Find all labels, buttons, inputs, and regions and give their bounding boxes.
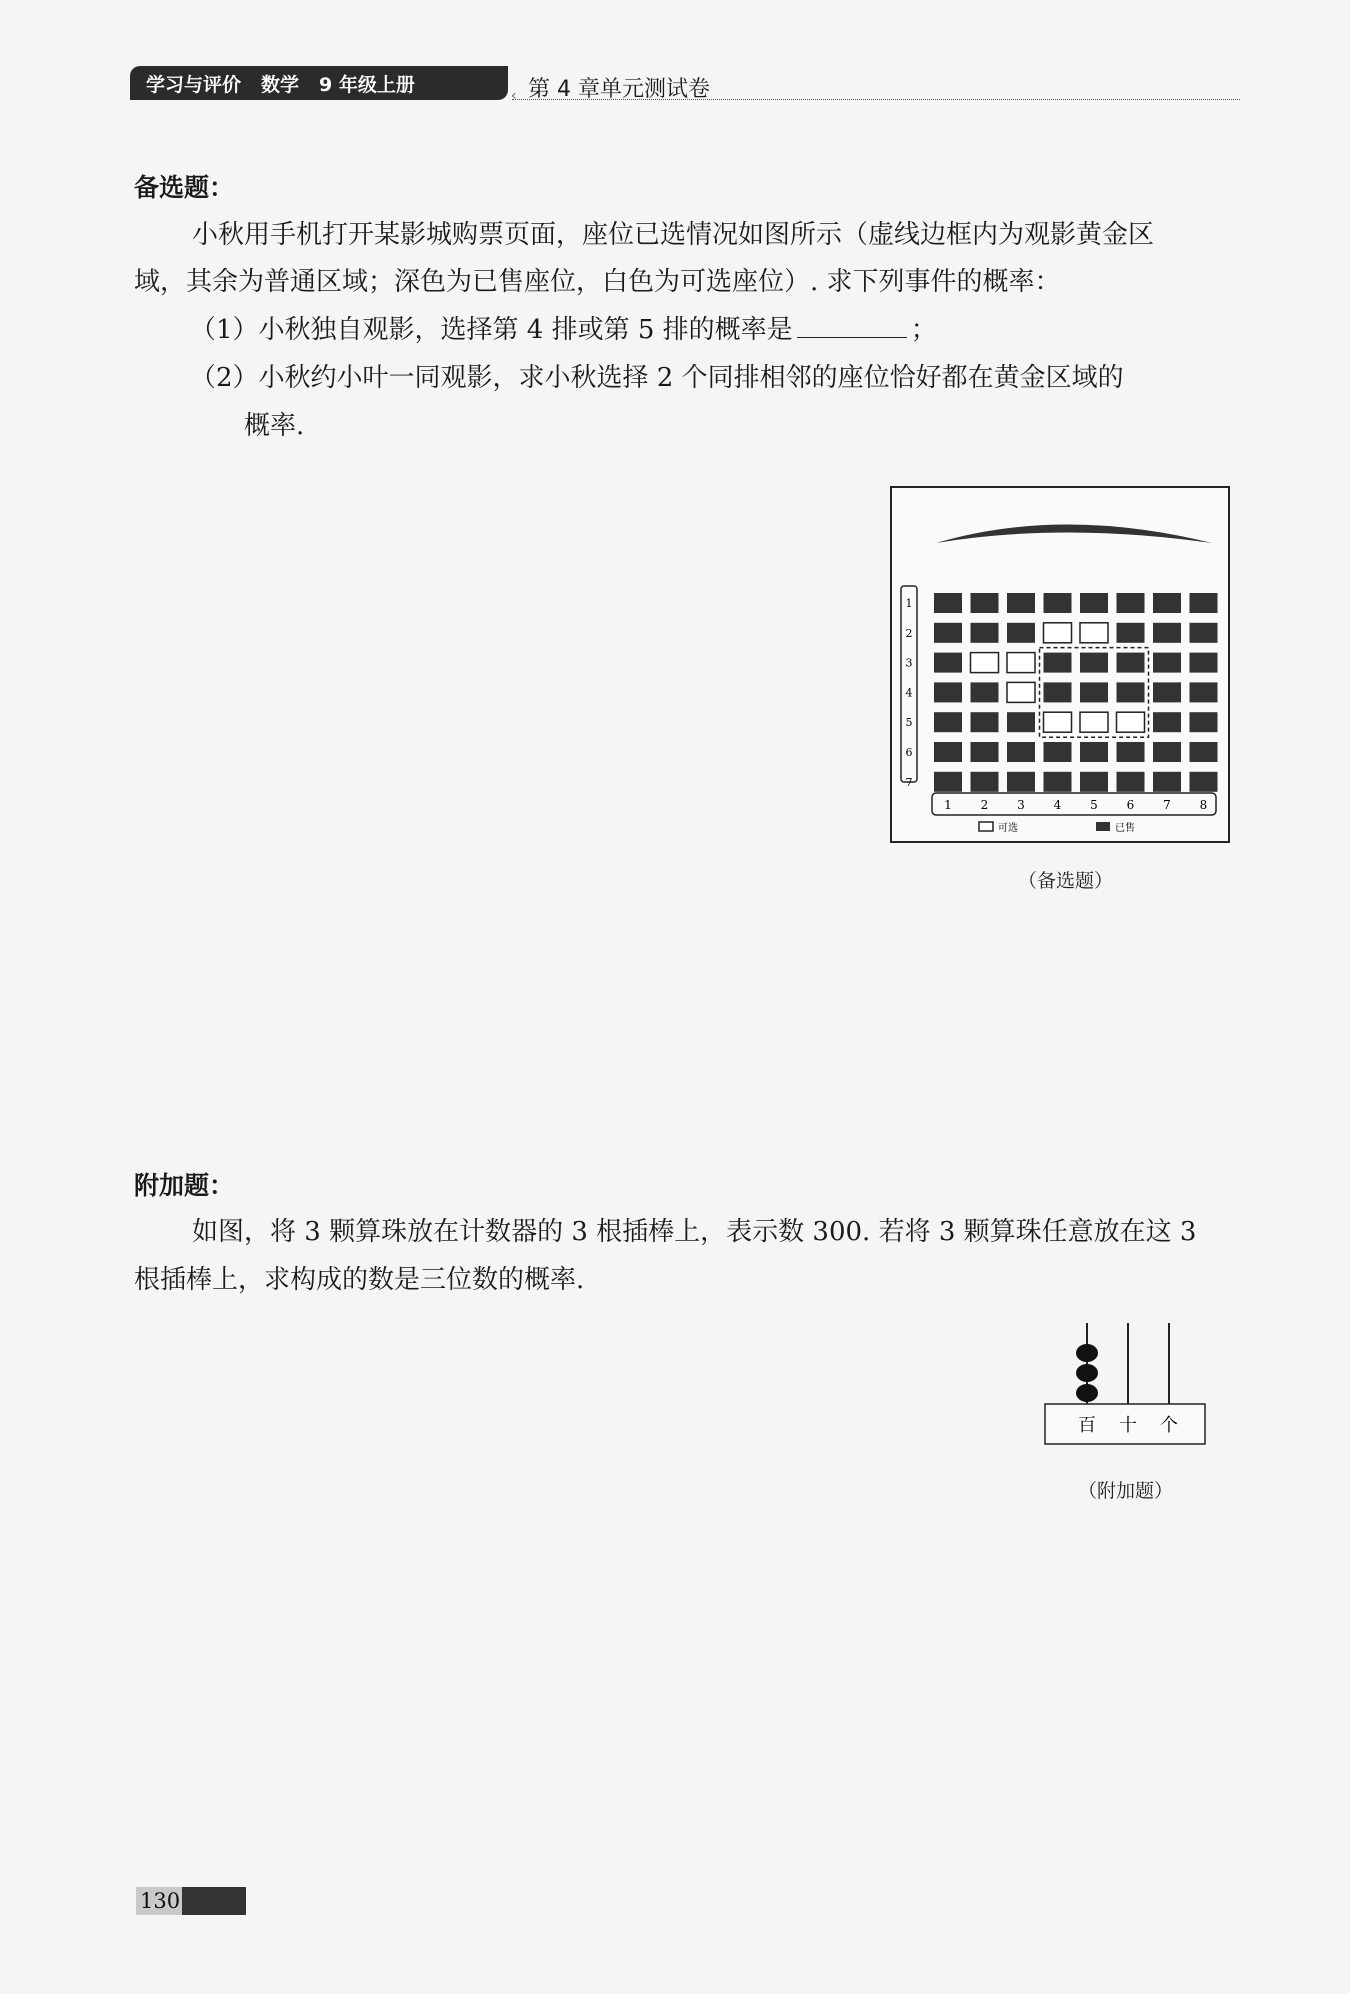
row-label: 3 xyxy=(905,656,913,670)
seat-sold xyxy=(1190,593,1218,613)
row-label: 2 xyxy=(905,626,913,640)
seat-sold xyxy=(1190,653,1218,673)
extra-problem-title: 附加题： xyxy=(134,1171,235,1200)
alt-question-2-line2: 概率. xyxy=(244,411,305,441)
legend-available-label: 可选 xyxy=(998,823,1018,834)
book-badge xyxy=(130,66,508,100)
row-label: 4 xyxy=(905,686,913,700)
seat-available[interactable] xyxy=(1044,623,1072,643)
seat-figure-caption: （备选题） xyxy=(1018,870,1114,892)
screen-icon xyxy=(936,525,1212,544)
col-label: 8 xyxy=(1199,798,1208,812)
seat-chart-figure xyxy=(890,486,1230,843)
alt-problem-title: 备选题： xyxy=(134,173,235,202)
seat-sold xyxy=(934,623,962,643)
col-label: 1 xyxy=(944,798,952,812)
col-label: 4 xyxy=(1053,798,1062,812)
legend-sold-swatch xyxy=(1096,822,1110,831)
seat-sold xyxy=(934,712,962,732)
legend-available-swatch xyxy=(979,822,993,831)
col-label: 5 xyxy=(1090,798,1098,812)
seat-sold xyxy=(1044,593,1072,613)
seat-sold xyxy=(1153,712,1181,732)
seat-sold xyxy=(1153,623,1181,643)
row-label: 1 xyxy=(905,597,913,610)
seat-sold xyxy=(971,682,999,702)
seat-available[interactable] xyxy=(1080,623,1108,643)
header-arrow-icon: ‹ xyxy=(511,88,517,104)
seat-available[interactable] xyxy=(1044,712,1072,732)
alt-intro-line2: 域，其余为普通区域；深色为已售座位，白色为可选座位）. 求下列事件的概率： xyxy=(134,267,1061,297)
abacus-figure-caption: （附加题） xyxy=(1078,1480,1174,1502)
col-label: 2 xyxy=(980,798,989,812)
col-label-box xyxy=(932,793,1216,815)
row-label: 7 xyxy=(905,775,913,789)
abacus-figure xyxy=(1040,1320,1210,1450)
abacus-bead xyxy=(1076,1384,1098,1402)
seat-sold xyxy=(934,653,962,673)
seat-sold xyxy=(1007,772,1035,792)
seat-sold xyxy=(1044,742,1072,762)
book-title: 学习与评价 xyxy=(146,73,242,96)
seat-sold xyxy=(1117,772,1145,792)
seat-available[interactable] xyxy=(1080,712,1108,732)
col-label: 7 xyxy=(1163,798,1171,812)
page-number: 130 xyxy=(140,1889,181,1913)
seat-sold xyxy=(1153,653,1181,673)
seat-available[interactable] xyxy=(1007,653,1035,673)
seat-sold xyxy=(1044,772,1072,792)
seat-sold xyxy=(1190,712,1218,732)
extra-line1: 如图，将 3 颗算珠放在计数器的 3 根插棒上，表示数 300. 若将 3 颗算珠任意放在这 3 xyxy=(192,1217,1197,1247)
seat-sold xyxy=(1044,653,1072,673)
seat-sold xyxy=(1190,623,1218,643)
seat-sold xyxy=(971,742,999,762)
seat-sold xyxy=(1007,593,1035,613)
abacus-bead xyxy=(1076,1344,1098,1362)
legend-sold-label: 已售 xyxy=(1115,823,1135,834)
label-ones: 个 xyxy=(1160,1415,1178,1436)
extra-line2: 根插棒上，求构成的数是三位数的概率. xyxy=(134,1265,585,1295)
seat-sold xyxy=(1080,742,1108,762)
seat-sold xyxy=(934,682,962,702)
seat-sold xyxy=(1153,772,1181,792)
seat-sold xyxy=(1153,742,1181,762)
seat-sold xyxy=(1190,742,1218,762)
seat-sold xyxy=(1080,772,1108,792)
alt-question-1 xyxy=(190,306,937,354)
seat-sold xyxy=(1153,593,1181,613)
seat-sold xyxy=(1190,772,1218,792)
book-grade: 9 年级上册 xyxy=(319,73,415,96)
col-label: 6 xyxy=(1126,798,1135,812)
seat-sold xyxy=(1117,682,1145,702)
seat-sold xyxy=(1080,653,1108,673)
seat-sold xyxy=(934,742,962,762)
seat-sold xyxy=(971,772,999,792)
chapter-title: 第 4 章单元测试卷 xyxy=(528,77,710,102)
seat-sold xyxy=(1117,623,1145,643)
seat-available[interactable] xyxy=(1007,682,1035,702)
q1-text: （1）小秋独自观影，选择第 4 排或第 5 排的概率是 xyxy=(190,315,793,345)
label-tens: 十 xyxy=(1119,1415,1137,1436)
seat-chart xyxy=(892,488,1228,841)
alt-question-2-line1: （2）小秋约小叶一同观影，求小秋选择 2 个同排相邻的座位恰好都在黄金区域的 xyxy=(190,363,1124,393)
seat-sold xyxy=(1080,593,1108,613)
row-label: 5 xyxy=(905,716,913,730)
label-hundreds: 百 xyxy=(1078,1415,1096,1436)
seat-sold xyxy=(934,772,962,792)
col-label: 3 xyxy=(1017,798,1025,812)
row-label: 6 xyxy=(905,746,913,759)
seat-sold xyxy=(1117,593,1145,613)
seat-available[interactable] xyxy=(971,653,999,673)
seat-sold xyxy=(971,593,999,613)
book-subject: 数学 xyxy=(261,73,300,96)
seat-sold xyxy=(971,712,999,732)
header-divider xyxy=(512,99,1240,100)
seat-sold xyxy=(1117,742,1145,762)
q1-end: ； xyxy=(910,315,937,345)
seat-sold xyxy=(1044,682,1072,702)
seat-sold xyxy=(1153,682,1181,702)
abacus-bead xyxy=(1076,1364,1098,1382)
seat-available[interactable] xyxy=(1117,712,1145,732)
seat-sold xyxy=(971,623,999,643)
seat-sold xyxy=(1080,682,1108,702)
alt-intro-line1: 小秋用手机打开某影城购票页面，座位已选情况如图所示（虚线边框内为观影黄金区 xyxy=(192,220,1155,250)
seat-sold xyxy=(1117,653,1145,673)
seat-sold xyxy=(1007,712,1035,732)
seat-sold xyxy=(1007,623,1035,643)
seat-sold xyxy=(934,593,962,613)
seat-sold xyxy=(1007,742,1035,762)
seat-sold xyxy=(1190,682,1218,702)
answer-blank[interactable] xyxy=(797,315,907,338)
